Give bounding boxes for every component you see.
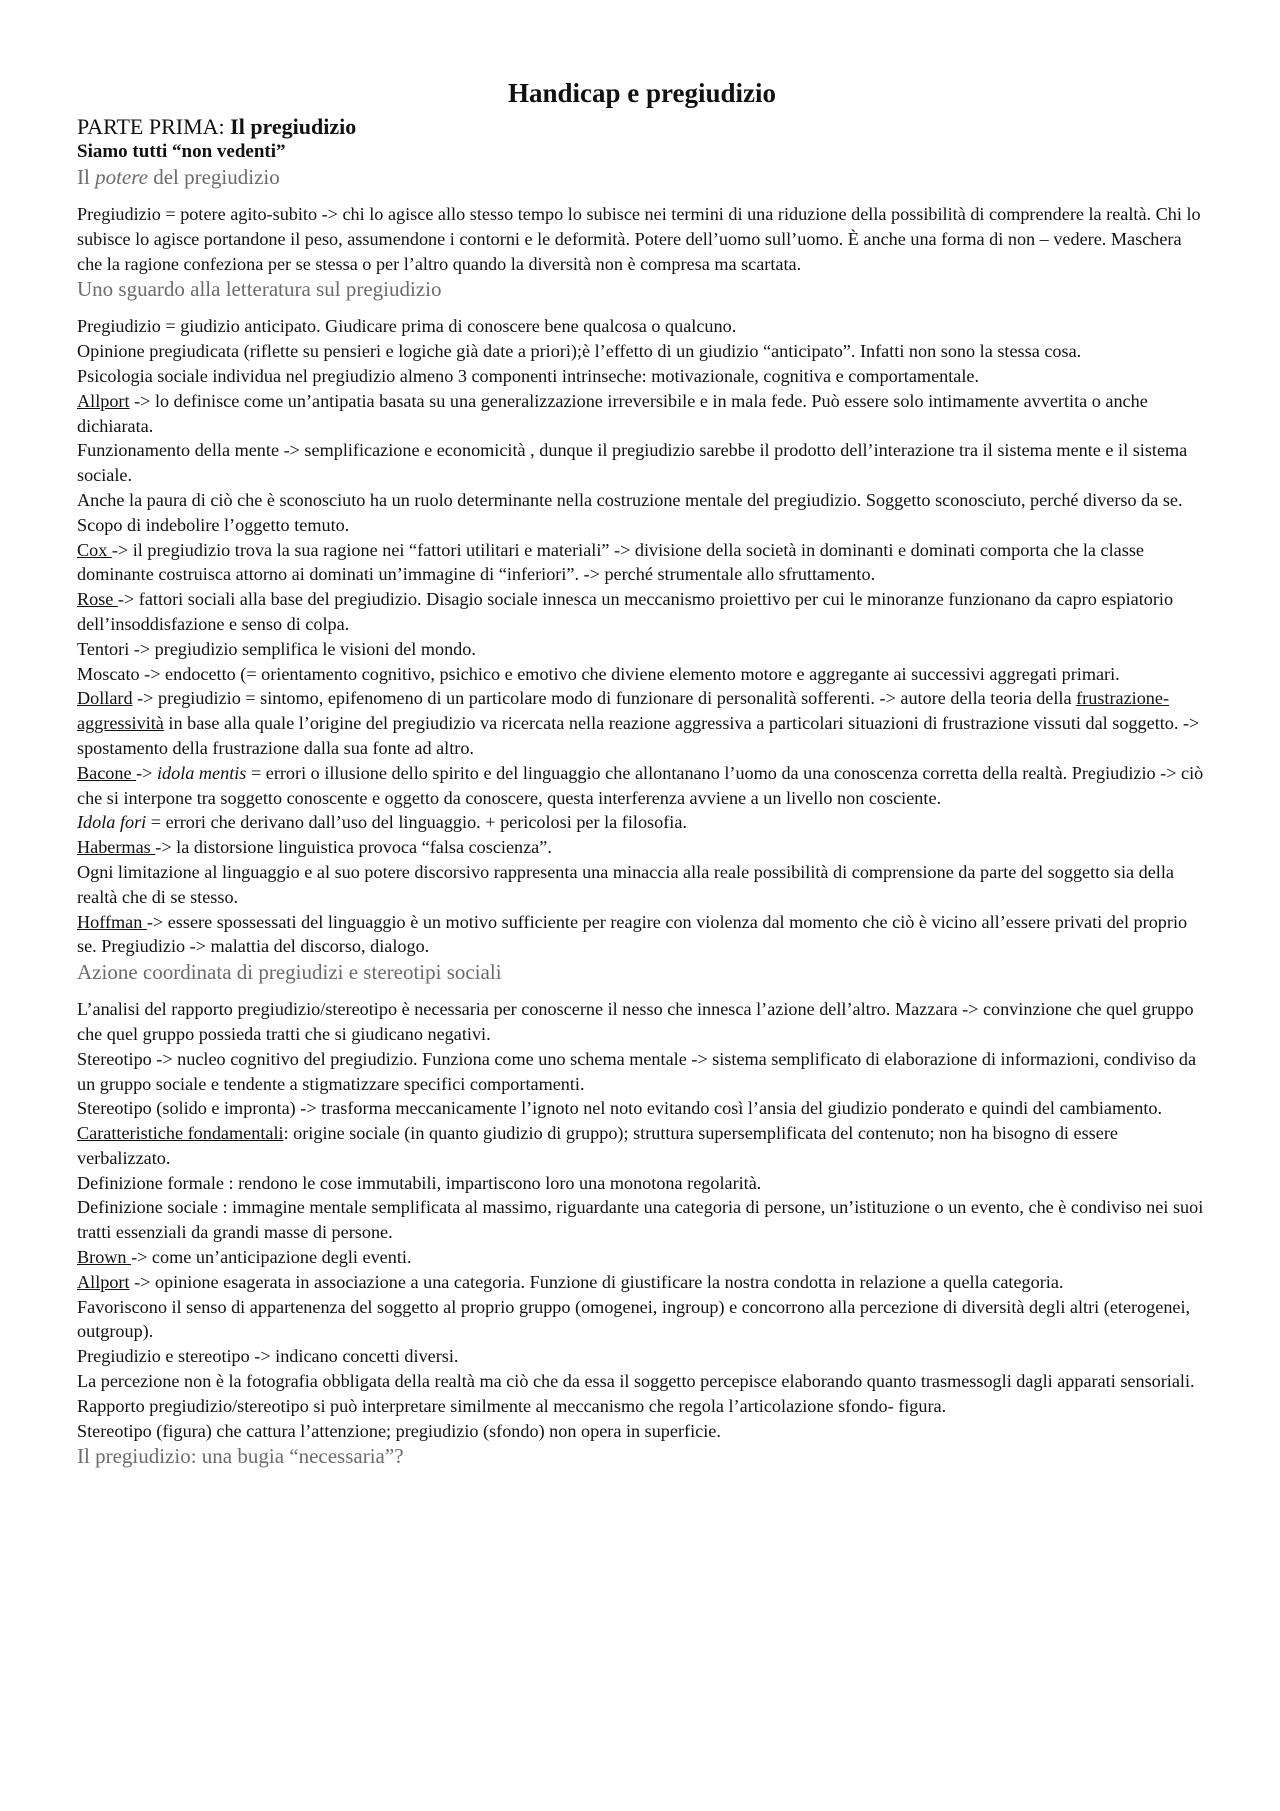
paragraph: Pregiudizio = giudizio anticipato. Giudicare prima di conoscere bene qualcosa o qualcuno. bbox=[77, 316, 737, 337]
term-caratteristiche: Caratteristiche fondamentali bbox=[77, 1123, 284, 1144]
section-heading-stereotipi: Azione coordinata di pregiudizi e stereotipi sociali bbox=[77, 960, 502, 985]
part-prefix: PARTE PRIMA: bbox=[77, 114, 231, 139]
paragraph-habermas: Habermas -> la distorsione linguistica provoca “falsa coscienza”. bbox=[77, 837, 552, 858]
part-heading bbox=[77, 114, 1207, 140]
author-brown: Brown bbox=[77, 1247, 132, 1268]
paragraph: Definizione formale : rendono le cose immutabili, impartiscono loro una monotona regolarità. bbox=[77, 1172, 762, 1193]
part-label: Il pregiudizio bbox=[230, 114, 357, 139]
section-heading-bugia: Il pregiudizio: una bugia “necessaria”? bbox=[77, 1444, 404, 1469]
section-heading-potere: Il potere del pregiudizio bbox=[77, 165, 280, 189]
author-cox: Cox bbox=[77, 539, 112, 560]
paragraph-allport: Allport -> lo definisce come un’antipatia basata su una generalizzazione irreversibile e in mala fede. Può essere solo intimamente avvertita o anche dichiarata. bbox=[77, 390, 1148, 436]
paragraph: Ogni limitazione al linguaggio e al suo potere discorsivo rappresenta una minaccia alla reale possibilità di comprensione da parte del soggetto sia della realtà che di se stesso. bbox=[77, 861, 1174, 907]
paragraph-brown: Brown -> come un’anticipazione degli eventi. bbox=[77, 1247, 412, 1268]
paragraph: Rapporto pregiudizio/stereotipo si può interpretare similmente al meccanismo che regola l’articolazione sfondo- figura. bbox=[77, 1395, 947, 1416]
paragraph: Moscato -> endocetto (= orientamento cognitivo, psichico e emotivo che diviene elemento motore e aggregante ai successivi aggregati primari. bbox=[77, 663, 1120, 684]
paragraph: Opinione pregiudicata (riflette su pensieri e logiche già date a priori);è l’effetto di un giudizio “anticipato”. Infatti non sono la stessa cosa. bbox=[77, 341, 1082, 362]
paragraph: Tentori -> pregiudizio semplifica le visioni del mondo. bbox=[77, 638, 476, 659]
paragraph: Funzionamento della mente -> semplificazione e economicità , dunque il pregiudizio sarebbe il prodotto dell’interazione tra il sistema mente e il sistema sociale. bbox=[77, 440, 1188, 486]
paragraph: Stereotipo (solido e impronta) -> trasforma meccanicamente l’ignoto nel noto evitando così l’ansia del giudizio ponderato e quindi del cambiamento. bbox=[77, 1098, 1163, 1119]
author-allport: Allport bbox=[77, 1271, 130, 1292]
paragraph: Stereotipo (figura) che cattura l’attenzione; pregiudizio (sfondo) non opera in superficie. bbox=[77, 1420, 721, 1441]
paragraph: Psicologia sociale individua nel pregiudizio almeno 3 componenti intrinseche: motivazionale, cognitiva e comportamentale. bbox=[77, 365, 980, 386]
paragraph: La percezione non è la fotografia obbligata della realtà ma ciò che da essa il soggetto percepisce elaborando quanto trasmessogli dagli apparati sensoriali. bbox=[77, 1371, 1195, 1392]
section-heading-letteratura: Uno sguardo alla letteratura sul pregiudizio bbox=[77, 277, 442, 302]
document-title: Handicap e pregiudizio bbox=[507, 78, 777, 108]
paragraph-bacone: Bacone -> idola mentis = errori o illusione dello spirito e del linguaggio che allontanano l’uomo da una conoscenza corretta della realtà. Pregiudizio -> ciò che si interpone tra soggetto conoscente e oggetto da conoscere, questa interferenza avviene a un livello non cosciente. bbox=[77, 762, 1204, 808]
author-rose: Rose bbox=[77, 589, 118, 610]
paragraph: Pregiudizio e stereotipo -> indicano concetti diversi. bbox=[77, 1346, 459, 1367]
paragraph: L’analisi del rapporto pregiudizio/stereotipo è necessaria per conoscerne il nesso che innesca l’azione dell’altro. Mazzara -> convinzione che quel gruppo che quel gruppo possieda tratti che si giudicano negativi. bbox=[77, 999, 1194, 1044]
theory-frustrazione: frustrazione- aggressività bbox=[77, 688, 1170, 734]
chapter-subtitle: Siamo tutti “non vedenti” bbox=[77, 141, 286, 162]
paragraph: Stereotipo -> nucleo cognitivo del pregiudizio. Funziona come uno schema mentale -> sistema semplificato di elaborazione di informazioni, condiviso da un gruppo sociale e tendente a stigmatizzare specifici comportamenti. bbox=[77, 1048, 1197, 1094]
paragraph-cox: Cox -> il pregiudizio trova la sua ragione nei “fattori utilitari e materiali” -> divisione della società in dominanti e dominati comporta che la classe dominante costruisca attorno ai dominati un’immagine di “inferiori”. -> perché strumentale allo sfruttamento. bbox=[77, 539, 1144, 585]
paragraph-hoffman: Hoffman -> essere spossessati del linguaggio è un motivo sufficiente per reagire con violenza dal momento che ciò è vicino all’essere privati del proprio se. Pregiudizio -> malattia del discorso, dialogo. bbox=[77, 911, 1188, 957]
document-page bbox=[77, 76, 1207, 1469]
author-allport: Allport bbox=[77, 390, 130, 411]
paragraph-allport-2: Allport -> opinione esagerata in associazione a una categoria. Funzione di giustificare la nostra condotta in relazione a quella categoria. bbox=[77, 1271, 1064, 1292]
author-hoffman: Hoffman bbox=[77, 911, 147, 932]
author-dollard: Dollard bbox=[77, 688, 133, 709]
author-bacone: Bacone bbox=[77, 762, 137, 783]
paragraph: Pregiudizio = potere agito-subito -> chi lo agisce allo stesso tempo lo subisce nei termini di una riduzione della possibilità di comprendere la realtà. Chi lo subisce lo agisce portandone il peso, assumendone i contorni e le deformità. Potere dell’uomo sull’uomo. È anche una forma di non – vedere. Maschera che la ragione confeziona per se stessa o per l’altro quando la diversità non è compresa ma scartata. bbox=[77, 204, 1201, 274]
paragraph-idola-fori: Idola fori = errori che derivano dall’uso del linguaggio. + pericolosi per la filosofia. bbox=[77, 812, 687, 833]
paragraph: Anche la paura di ciò che è sconosciuto ha un ruolo determinante nella costruzione mentale del pregiudizio. Soggetto sconosciuto, perché diverso da se. Scopo di indebolire l’oggetto temuto. bbox=[77, 489, 1183, 535]
paragraph: Favoriscono il senso di appartenenza del soggetto al proprio gruppo (omogenei, ingroup) e concorrono alla percezione di diversità degli altri (eterogenei, outgroup). bbox=[77, 1296, 1191, 1342]
paragraph: Definizione sociale : immagine mentale semplificata al massimo, riguardante una categoria di persone, un’istituzione o un evento, che è condiviso nei suoi tratti essenziali da grandi masse di persone. bbox=[77, 1197, 1204, 1243]
author-habermas: Habermas bbox=[77, 837, 156, 858]
paragraph-rose: Rose -> fattori sociali alla base del pregiudizio. Disagio sociale innesca un meccanismo proiettivo per cui le minoranze funzionano da capro espiatorio dell’insoddisfazione e senso di colpa. bbox=[77, 589, 1174, 634]
paragraph-caratteristiche: Caratteristiche fondamentali: origine sociale (in quanto giudizio di gruppo); struttura supersemplificata del contenuto; non ha bisogno di essere verbalizzato. bbox=[77, 1123, 1118, 1168]
paragraph-dollard: Dollard -> pregiudizio = sintomo, epifenomeno di un particolare modo di funzionare di personalità sofferenti. -> autore della teoria della frustrazione- aggressività in base alla quale l’origine del pregiudizio va ricercata nella reazione aggressiva a particolari situazioni di frustrazione vissuti dal soggetto. -> spostamento della frustrazione dalla sua fonte ad altro. bbox=[77, 688, 1200, 758]
